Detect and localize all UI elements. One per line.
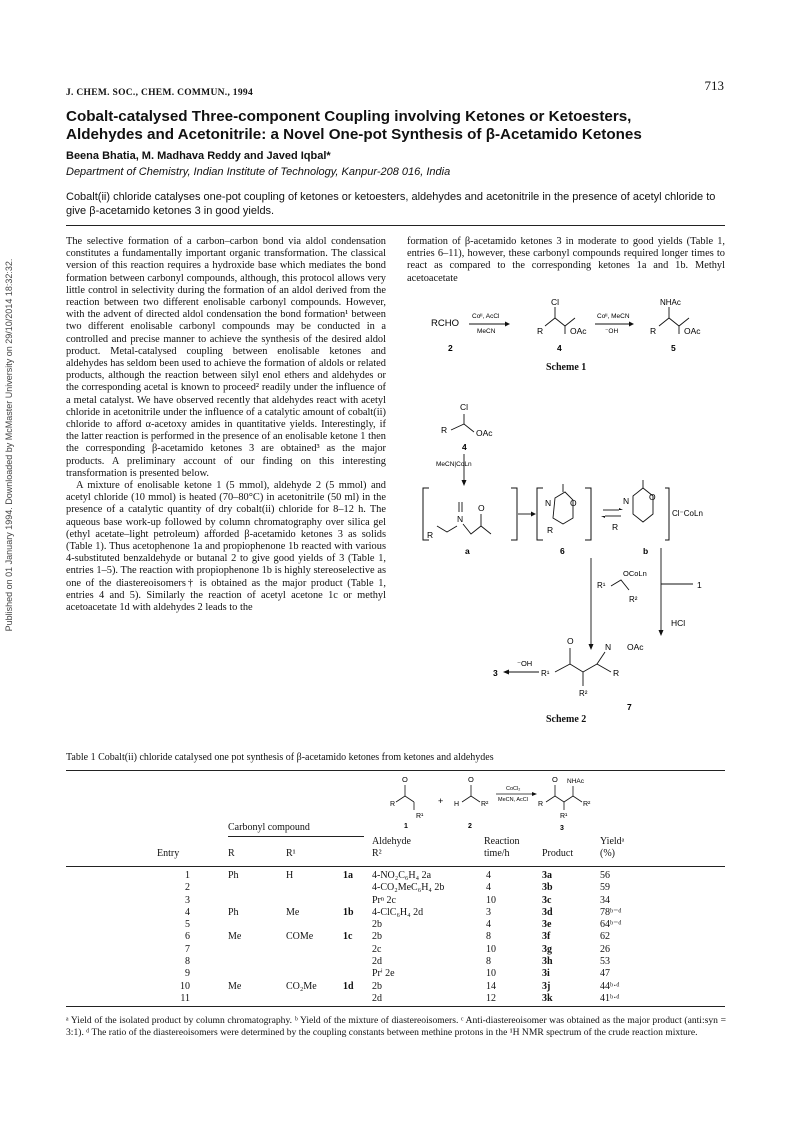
th-time: time/h xyxy=(484,848,510,859)
th-aldehyde: Aldehyde xyxy=(372,836,411,847)
left-paragraph-1: The selective formation of a carbon–carbon bond via aldol condensation constitutes a fundamentally important organic transformation. The classical version of this reaction requires a hydroxide base which mediates the bond formation between carbonyl compounds, although, this protocol allows very little control in selectivity during the formation of an aldol derived from the reaction between two different enolisable carbonyl compounds. However, with the advent of directed aldol condensation the bond formation¹ between two different enolisable carbonyl compounds may be conducted in a controlled and precise manner to achieve the synthesis of the desired aldol product. Metal-catalysed coupling between enolisable ketones and aldehydes has seldom been used to achieve the formation of aldols or related products, although the reaction between silyl enol ethers and aldehydes or the corresponding acetal is known to proceed² readily under the influence of a metal catalyst. We have observed recently that aldehydes react with acetyl chloride in acetonitrile under the influence of a catalytic amount of cobalt(ii) chloride to afford α-acetoxy amides in quantitative yields. Interestingly, if the latter reaction is performed in the presence of an enolisable ketone 1 then the corresponding β-acetamido ketones 3 are obtained³ as the major products. A preliminary account of our finding on this interesting transformation is presented below. xyxy=(66,236,386,479)
table-cell: Prⁿ 2c xyxy=(372,894,396,906)
col-product xyxy=(542,870,553,1005)
table-cell: 64ᵇ⁻ᵈ xyxy=(600,919,622,931)
ts-h: H xyxy=(454,801,460,808)
ts-label-3: 3 xyxy=(560,825,564,832)
table-footnotes: ᵃ Yield of the isolated product by column chromatography. ᵇ Yield of the mixture of diastereoisomers. ᶜ Anti-diastereoisomer was obtained as the major product (anti:syn = 3:1). ᵈ The ratio of the diastereoisomers were determined by the coupling constants between methine protons in the ¹H NMR spectrum of the crude reaction mixture. xyxy=(66,1015,726,1038)
table-cell xyxy=(286,993,317,1005)
table-cell: 4-NO₂C₆H₄ 2a xyxy=(372,870,432,881)
table-cell: Me xyxy=(228,931,242,943)
title-line-2: Aldehydes and Acetonitrile: a Novel One-pot Synthesis of β-Acetamido Ketones xyxy=(66,126,642,143)
table-cell xyxy=(343,956,354,968)
s2-r1-enolate: R¹ xyxy=(597,581,606,590)
ts-o-2: O xyxy=(468,775,474,784)
table-cell: 4 xyxy=(486,919,491,931)
s1-cl: Cl xyxy=(551,297,560,307)
table-cell: 2b xyxy=(372,931,382,943)
table-cell: 78ᵇ⁻ᵈ xyxy=(600,906,622,918)
s2-o-7: O xyxy=(567,636,574,646)
ts-nhac: NHAc xyxy=(567,778,584,785)
table-cell: 3h xyxy=(542,956,553,968)
table-cell xyxy=(286,944,317,956)
table-cell: 4 xyxy=(486,882,491,894)
table-cell: 3k xyxy=(542,992,553,1004)
table-cell: 2d xyxy=(372,992,382,1004)
table-cell: 1c xyxy=(343,931,353,943)
table-cell: 8 xyxy=(486,956,491,968)
ts-reagent-top: CoCl₂ xyxy=(506,786,521,792)
s2-o-a: O xyxy=(478,503,485,513)
table-cell: 3a xyxy=(542,870,552,881)
s2-oac-7: OAc xyxy=(627,642,644,652)
table-cell xyxy=(343,895,354,907)
download-sidebar xyxy=(2,235,16,655)
table-cell: 12 xyxy=(486,992,496,1004)
s1-oac-4: OAc xyxy=(570,326,587,336)
col-r1 xyxy=(286,870,317,1005)
ts-label-2: 2 xyxy=(468,823,472,830)
table-cell: Ph xyxy=(228,870,239,881)
s1-reagent-1-top: Coᴵᴵ, AcCl xyxy=(472,313,500,320)
running-head: J. CHEM. SOC., CHEM. COMMUN., 1994 xyxy=(66,88,253,98)
table-cell: Me xyxy=(228,980,242,992)
table-cell: 62 xyxy=(600,931,610,943)
table-header-rule xyxy=(66,866,725,867)
table-bottom-rule xyxy=(66,1006,725,1007)
s2-counter-ion: Cl⁻CoLn xyxy=(672,509,703,518)
th-carbonyl-rule xyxy=(228,836,364,837)
ts-reagent-bottom: MeCN, AcCl xyxy=(498,797,528,803)
th-product: Product xyxy=(542,848,574,859)
s1-nhac: NHAc xyxy=(660,298,681,307)
table-cell xyxy=(286,956,317,968)
ts-r2-3: R² xyxy=(583,801,591,808)
th-r: R xyxy=(228,848,235,859)
table-cell xyxy=(228,919,241,931)
ts-r1-3: R¹ xyxy=(560,813,568,820)
abstract: Cobalt(ii) chloride catalyses one-pot coupling of ketones or ketoesters, aldehydes and acetonitrile in the presence of acetyl chloride to give β-acetamido ketones 3 in good yields. xyxy=(66,191,716,217)
s2-r-6: R xyxy=(547,525,554,535)
th-reaction: Reaction xyxy=(484,836,520,847)
s2-r-4: R xyxy=(441,425,448,435)
col-time xyxy=(486,870,496,1005)
ts-r-1: R xyxy=(390,801,396,808)
s2-o-6: O xyxy=(570,498,577,508)
table-cell: 5 xyxy=(185,919,190,931)
left-column xyxy=(66,236,386,614)
table-cell xyxy=(228,993,241,1005)
page-number: 713 xyxy=(704,78,724,93)
table-cell: COMe xyxy=(286,931,314,943)
table-cell: 8 xyxy=(486,931,491,943)
s2-n-b: N xyxy=(623,496,630,506)
table-cell: 3g xyxy=(542,943,552,955)
affiliation: Department of Chemistry, Indian Institute of Technology, Kanpur-208 016, India xyxy=(66,166,451,178)
table-cell: 6 xyxy=(185,931,190,943)
table-cell: 2b xyxy=(372,980,382,992)
table-cell: Ph xyxy=(228,906,239,918)
table-cell: 47 xyxy=(600,968,610,980)
table-cell: 1b xyxy=(343,906,354,918)
s1-r-5: R xyxy=(650,326,657,336)
s2-o-b: O xyxy=(649,492,656,502)
table-cell: 14 xyxy=(486,980,496,992)
th-r2: R² xyxy=(372,848,382,859)
title-line-1: Cobalt-catalysed Three-component Coupling involving Ketones or Ketoesters, xyxy=(66,108,632,125)
table-cell: 59 xyxy=(600,882,610,894)
table-caption: Table 1 Cobalt(ii) chloride catalysed one pot synthesis of β-acetamido ketones from ketones and aldehydes xyxy=(66,752,494,763)
ts-o-1: O xyxy=(402,775,408,784)
table-top-rule xyxy=(66,770,725,771)
th-entry: Entry xyxy=(157,848,180,859)
s2-label-6: 6 xyxy=(560,546,565,556)
th-carbonyl: Carbonyl compound xyxy=(228,822,310,833)
s2-ocol: OCoLn xyxy=(623,569,647,578)
s1-reagent-2-bottom: ⁻OH xyxy=(605,328,619,335)
s1-rcho: RCHO xyxy=(431,318,459,329)
table-cell: 4-CO₂MeC₆H₄ 2b xyxy=(372,882,445,894)
table-cell: 11 xyxy=(180,992,190,1004)
s2-oh: ⁻OH xyxy=(517,659,533,668)
s2-r1-7: R¹ xyxy=(541,669,550,678)
table-cell: 7 xyxy=(185,943,190,955)
table-scheme xyxy=(390,774,630,832)
th-pct: (%) xyxy=(600,848,615,859)
table-cell xyxy=(228,968,241,980)
ts-plus: + xyxy=(438,796,444,806)
article-title xyxy=(66,108,736,144)
table-cell xyxy=(343,944,354,956)
table-cell: 44ᵇ·ᵈ xyxy=(600,980,620,992)
s1-label-4: 4 xyxy=(557,343,562,353)
table-cell: 10 xyxy=(486,894,496,906)
scheme-2 xyxy=(407,380,727,720)
right-paragraph-1: formation of β-acetamido ketones 3 in moderate to good yields (Table 1, entries 6–11), however, these carbonyl compounds required longer times to react as compared to the corresponding ketones 1a and 1b. Methyl acetoacetate xyxy=(407,236,725,284)
table-cell: CO₂Me xyxy=(286,980,317,992)
table-cell: 10 xyxy=(486,968,496,980)
table-cell: 4-ClC₆H₄ 2d xyxy=(372,906,424,918)
table-cell: 10 xyxy=(180,980,190,992)
table-cell: 2b xyxy=(372,919,382,931)
table-cell xyxy=(228,956,241,968)
s1-reagent-2-top: Coᴵᴵ, MeCN xyxy=(597,313,630,320)
table-cell: 2 xyxy=(185,882,190,894)
table-cell xyxy=(286,919,317,931)
s2-r2-enolate: R² xyxy=(629,595,638,604)
th-yield: Yieldᵃ xyxy=(600,836,625,847)
scheme-2-caption: Scheme 2 xyxy=(546,714,587,725)
s2-n-6: N xyxy=(545,498,552,508)
abstract-rule xyxy=(66,225,725,226)
table-cell: H xyxy=(286,870,294,881)
table-cell: 53 xyxy=(600,956,610,968)
s1-oac-5: OAc xyxy=(684,326,701,336)
s2-cl: Cl xyxy=(460,402,469,412)
s2-label-4: 4 xyxy=(462,442,467,452)
col-yield xyxy=(600,870,621,1005)
s2-r-7: R xyxy=(613,668,620,678)
table-cell xyxy=(286,882,317,894)
ts-r-3: R xyxy=(538,801,544,808)
col-aldehyde xyxy=(372,870,444,1005)
table-cell: 3d xyxy=(542,906,553,918)
s2-oac-4: OAc xyxy=(476,428,493,438)
ts-r2-2: R² xyxy=(481,801,489,808)
table-cell xyxy=(286,895,317,907)
table-cell: 26 xyxy=(600,943,610,955)
scheme-1 xyxy=(407,296,727,356)
table-cell: 1 xyxy=(185,870,190,881)
s2-n-a: N xyxy=(457,514,464,524)
left-paragraph-2: A mixture of enolisable ketone 1 (5 mmol), aldehyde 2 (5 mmol) and acetyl chloride (10 mmol) is heated (70–80°C) in acetonitrile (50 ml) in the presence of a catalytic quantity of dry cobalt(ii) chloride for 8–12 h. The aqueous base work-up followed by column chromatography over silica gel (ethyl acetate–light petroleum) afforded β-acetamido ketones 3 as solids (Table 1). Thus acetophenone 1a and propiophenone 1b reacted with various 4-substituted benzaldehyde or butanal 2 to give good yields of 3 (Table 1, entries 1–5). The reaction with propiophenone 1b is highly stereoselective as one of the diastereoisomers† is obtained as the major product (Table 1, entries 4 and 5). Similarly the reaction of acetyl acetone 1c or methyl acetoacetate 1d with aldehydes 2 leads to the xyxy=(66,480,386,614)
col-compound xyxy=(343,870,354,1005)
table-cell xyxy=(343,993,354,1005)
s2-hcl: HCl xyxy=(671,618,686,628)
s1-label-5: 5 xyxy=(671,343,676,353)
table-cell: 3 xyxy=(486,906,491,918)
table-cell xyxy=(286,968,317,980)
table-cell xyxy=(228,895,241,907)
table-cell xyxy=(228,944,241,956)
table-cell: 3j xyxy=(542,980,551,992)
s2-label-3: 3 xyxy=(493,668,498,678)
s2-mecn: MeCN|CoLn xyxy=(436,461,472,468)
table-cell xyxy=(343,968,354,980)
ts-r1-1: R¹ xyxy=(416,813,424,820)
table-cell: 56 xyxy=(600,870,610,881)
s2-label-b: b xyxy=(643,546,649,556)
table-cell: 3e xyxy=(542,919,552,931)
s2-r-b: R xyxy=(612,522,619,532)
table-cell: 4 xyxy=(185,906,190,918)
table-cell xyxy=(343,882,354,894)
s1-r-4: R xyxy=(537,326,544,336)
table-cell: 3f xyxy=(542,931,551,943)
s1-reagent-1-bottom: MeCN xyxy=(477,328,496,335)
table-cell: 10 xyxy=(486,943,496,955)
s1-label-2: 2 xyxy=(448,343,453,353)
table-cell xyxy=(228,882,241,894)
table-cell: 1d xyxy=(343,980,354,992)
table-cell: 34 xyxy=(600,894,610,906)
authors: Beena Bhatia, M. Madhava Reddy and Javed Iqbal* xyxy=(66,150,331,162)
col-r xyxy=(228,870,241,1005)
ts-label-1: 1 xyxy=(404,823,408,830)
table-cell: 3 xyxy=(185,894,190,906)
table-cell: 2c xyxy=(372,943,382,955)
right-column xyxy=(407,236,725,285)
table-cell xyxy=(343,919,354,931)
s2-n-7: N xyxy=(605,642,612,652)
table-cell: 3i xyxy=(542,968,550,980)
table-cell: 9 xyxy=(185,968,190,980)
table-cell: 1a xyxy=(343,870,353,881)
table-cell: Prⁱ 2e xyxy=(372,968,395,980)
scheme-1-caption: Scheme 1 xyxy=(546,362,587,373)
download-notice: Published on 01 January 1994. Downloaded by McMaster University on 29/10/2014 18:32:32. xyxy=(4,258,14,632)
table-cell: 4 xyxy=(486,870,491,881)
col-entry xyxy=(154,870,190,1005)
table-cell: 3c xyxy=(542,894,552,906)
ts-o-3: O xyxy=(552,775,558,784)
table-cell: Me xyxy=(286,906,300,918)
s2-r-a: R xyxy=(427,530,434,540)
table-cell: 2d xyxy=(372,956,382,968)
table-cell: 8 xyxy=(185,956,190,968)
s2-label-a: a xyxy=(465,546,470,556)
th-r1: R¹ xyxy=(286,848,296,859)
s2-r2-7: R² xyxy=(579,689,588,698)
s2-label-7: 7 xyxy=(627,702,632,712)
s2-label-1: 1 xyxy=(697,580,702,590)
table-cell: 3b xyxy=(542,882,553,894)
table-cell: 41ᵇ·ᵈ xyxy=(600,992,620,1004)
